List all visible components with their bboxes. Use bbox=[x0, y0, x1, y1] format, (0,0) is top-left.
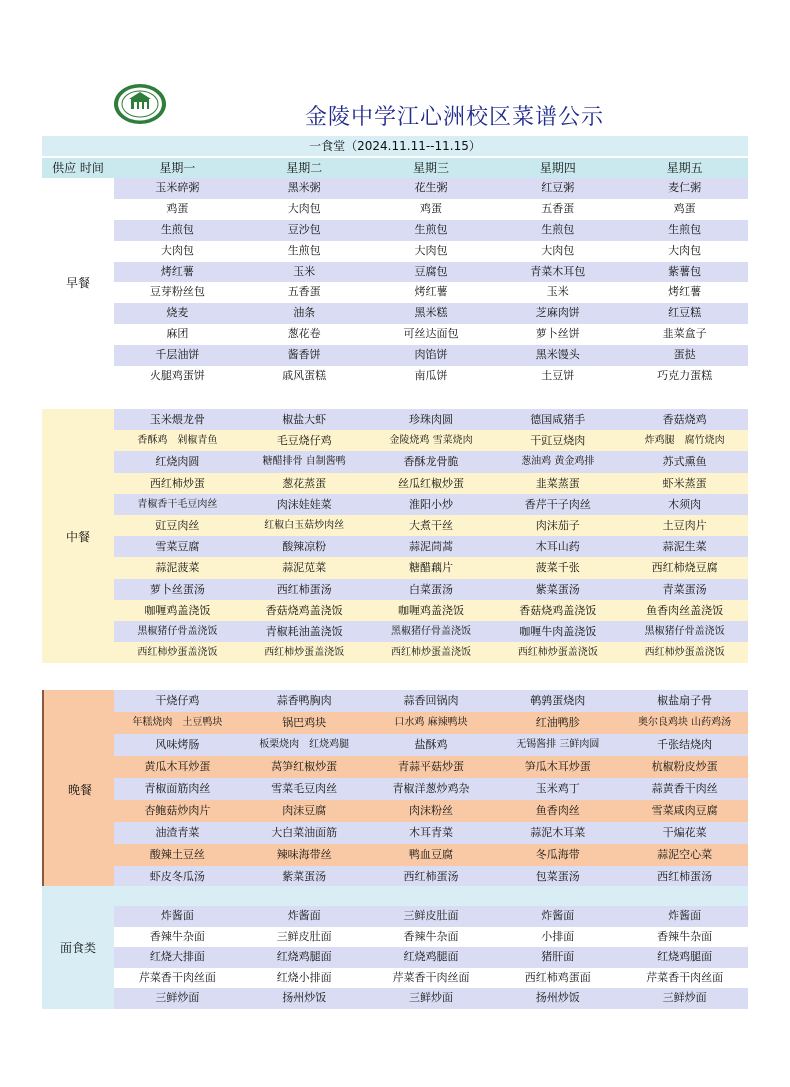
menu-cell: 玉米 bbox=[546, 285, 569, 299]
menu-cell: 葱油鸡 黄金鸡排 bbox=[521, 456, 595, 468]
menu-cell: 鱼香肉丝盖浇饭 bbox=[646, 603, 724, 617]
menu-cell: 鸡蛋 bbox=[419, 201, 442, 215]
menu-cell: 蒜泥苋菜 bbox=[282, 561, 327, 575]
menu-cell: 扬州炒饭 bbox=[282, 991, 327, 1005]
menu-cell: 西红柿炒蛋盖浇饭 bbox=[264, 647, 345, 659]
menu-cell: 酸辣凉粉 bbox=[282, 540, 327, 554]
menu-cell: 花生粥 bbox=[414, 181, 448, 194]
menu-cell: 香辣牛杂面 bbox=[403, 929, 459, 943]
menu-cell: 干豇豆烧肉 bbox=[530, 434, 586, 448]
menu-cell: 西红柿炒蛋盖浇饭 bbox=[390, 647, 471, 659]
menu-cell: 鸡蛋 bbox=[673, 201, 696, 215]
menu-cell: 虾皮冬瓜汤 bbox=[149, 870, 205, 883]
menu-cell: 青蒜平菇炒蛋 bbox=[397, 760, 464, 773]
menu-cell: 葱花蒸蛋 bbox=[282, 476, 327, 490]
menu-cell: 酸辣土豆丝 bbox=[149, 848, 205, 861]
header-day: 星期三 bbox=[412, 161, 449, 175]
menu-cell: 肉沫娃娃菜 bbox=[276, 497, 332, 511]
menu-cell: 烤红薯 bbox=[668, 285, 702, 299]
menu-cell: 蒜泥木耳菜 bbox=[530, 826, 586, 839]
menu-cell: 戚风蛋糕 bbox=[282, 369, 327, 383]
meal-label: 面食类 bbox=[42, 886, 114, 1009]
menu-cell: 芹菜香干肉丝面 bbox=[392, 970, 470, 984]
menu-cell: 土豆饼 bbox=[541, 369, 575, 383]
table-row bbox=[114, 947, 748, 968]
menu-cell: 风味烤肠 bbox=[155, 738, 200, 751]
table-row bbox=[114, 822, 748, 844]
menu-cell: 莴笋红椒炒蛋 bbox=[271, 760, 338, 773]
menu-cell: 火腿鸡蛋饼 bbox=[149, 369, 205, 383]
menu-cell: 香菇烧鸡 bbox=[662, 413, 707, 426]
header-day: 星期一 bbox=[159, 161, 196, 175]
menu-cell: 玉米 bbox=[293, 264, 316, 278]
meal-label: 晚餐 bbox=[42, 690, 116, 888]
menu-cell: 西红柿炒蛋盖浇饭 bbox=[644, 647, 725, 659]
menu-cell: 豆腐包 bbox=[414, 264, 448, 278]
menu-cell: 菠菜千张 bbox=[535, 561, 580, 575]
menu-cell: 淮阳小炒 bbox=[408, 497, 453, 511]
table-row bbox=[114, 473, 748, 494]
menu-cell: 红烧小排面 bbox=[276, 970, 332, 984]
table-row bbox=[114, 345, 748, 366]
menu-cell: 香菇烧鸡盖浇饭 bbox=[265, 603, 343, 617]
menu-cell: 年糕烧肉 土豆鸭块 bbox=[132, 717, 223, 728]
menu-cell: 西红柿蛋汤 bbox=[657, 870, 713, 883]
menu-cell: 炸酱面 bbox=[160, 909, 194, 922]
menu-cell: 西红柿蛋汤 bbox=[276, 582, 332, 596]
menu-cell: 五香蛋 bbox=[287, 285, 321, 299]
menu-cell: 黑米糕 bbox=[414, 306, 448, 320]
menu-cell: 青菜木耳包 bbox=[530, 264, 586, 278]
meal-section bbox=[42, 409, 748, 663]
table-row bbox=[114, 621, 748, 642]
menu-cell: 虾米蒸蛋 bbox=[662, 476, 707, 490]
canteen-subtitle: 一食堂（2024.11.11--11.15） bbox=[42, 136, 748, 156]
table-row bbox=[114, 690, 748, 712]
menu-cell: 毛豆烧仔鸡 bbox=[276, 434, 332, 448]
menu-cell: 蒜香鸭胸肉 bbox=[276, 694, 332, 707]
table-row bbox=[114, 324, 748, 345]
menu-cell: 板栗烧肉 红烧鸡腿 bbox=[259, 739, 350, 750]
menu-cell: 无锡酱排 三鲜肉圆 bbox=[516, 739, 600, 750]
menu-cell: 蒜黄香干肉丝 bbox=[651, 782, 718, 795]
menu-cell: 木耳山药 bbox=[535, 540, 580, 554]
menu-cell: 鱼香肉丝 bbox=[535, 804, 580, 817]
table-row bbox=[114, 220, 748, 241]
menu-cell: 红烧鸡腿面 bbox=[276, 950, 332, 964]
menu-cell: 青菜蛋汤 bbox=[662, 582, 707, 596]
menu-cell: 三鲜炒面 bbox=[662, 991, 707, 1005]
table-row bbox=[114, 968, 748, 989]
menu-cell: 蒜泥茼蒿 bbox=[408, 540, 453, 554]
menu-cell: 玉米煨龙骨 bbox=[149, 413, 205, 426]
menu-cell: 千张结烧肉 bbox=[657, 738, 713, 751]
menu-cell: 三鲜皮肚面 bbox=[403, 909, 459, 922]
menu-cell: 玉米鸡丁 bbox=[535, 782, 580, 795]
menu-cell: 笋瓜木耳炒蛋 bbox=[524, 760, 591, 773]
menu-cell: 南瓜饼 bbox=[414, 369, 448, 383]
menu-cell: 苏式熏鱼 bbox=[662, 455, 707, 469]
meal-label: 中餐 bbox=[42, 409, 114, 663]
menu-cell: 丝瓜红椒炒蛋 bbox=[397, 476, 464, 490]
table-row bbox=[114, 579, 748, 600]
table-row bbox=[114, 734, 748, 756]
table-row bbox=[114, 800, 748, 822]
menu-cell: 鹌鹑蛋烧肉 bbox=[530, 694, 586, 707]
menu-cell: 三鲜炒面 bbox=[408, 991, 453, 1005]
menu-cell: 椒盐大虾 bbox=[282, 413, 327, 426]
menu-cell: 金陵烧鸡 雪菜烧肉 bbox=[389, 435, 473, 447]
table-row bbox=[114, 199, 748, 220]
menu-cell: 黑米馒头 bbox=[535, 348, 580, 362]
menu-cell: 可丝达面包 bbox=[403, 327, 459, 341]
menu-cell: 雪菜毛豆肉丝 bbox=[271, 782, 338, 795]
meal-section bbox=[42, 886, 748, 1009]
menu-cell: 芹菜香干肉丝面 bbox=[138, 970, 216, 984]
menu-cell: 肉馅饼 bbox=[414, 348, 448, 362]
header-day: 星期四 bbox=[539, 161, 576, 175]
table-header bbox=[42, 158, 748, 178]
table-row bbox=[114, 241, 748, 262]
menu-cell: 红豆糕 bbox=[668, 306, 702, 320]
menu-cell: 红椒白玉菇炒肉丝 bbox=[264, 519, 345, 531]
menu-cell: 炸酱面 bbox=[541, 909, 575, 922]
menu-cell: 口水鸡 麻辣鸭块 bbox=[394, 717, 468, 728]
table-row bbox=[114, 409, 748, 430]
menu-cell: 烧麦 bbox=[166, 306, 189, 320]
menu-cell: 白菜蛋汤 bbox=[408, 582, 453, 596]
menu-cell: 麦仁粥 bbox=[668, 181, 702, 194]
header-label: 供应 时间 bbox=[52, 161, 104, 175]
table-row bbox=[114, 536, 748, 557]
menu-cell: 炸酱面 bbox=[668, 909, 702, 922]
menu-cell: 韭菜蒸蛋 bbox=[535, 476, 580, 490]
menu-cell: 西红柿炒蛋盖浇饭 bbox=[517, 647, 598, 659]
menu-cell: 大白菜油面筋 bbox=[271, 826, 338, 839]
table-row bbox=[114, 756, 748, 778]
menu-cell: 三鲜皮肚面 bbox=[276, 929, 332, 943]
menu-cell: 红豆粥 bbox=[541, 181, 575, 194]
menu-cell: 奥尔良鸡块 山药鸡汤 bbox=[637, 717, 732, 728]
menu-cell: 蒜香回锅肉 bbox=[403, 694, 459, 707]
menu-cell: 香菇烧鸡盖浇饭 bbox=[519, 603, 597, 617]
menu-cell: 芝麻肉饼 bbox=[535, 306, 580, 320]
menu-cell: 西红柿鸡蛋面 bbox=[524, 970, 591, 984]
table-row bbox=[114, 906, 748, 927]
header-day: 星期二 bbox=[286, 161, 323, 175]
table-row bbox=[114, 600, 748, 621]
menu-cell: 豇豆肉丝 bbox=[155, 518, 200, 532]
menu-cell: 大肉包 bbox=[414, 243, 448, 257]
menu-cell: 木须肉 bbox=[668, 497, 702, 511]
menu-cell: 包菜蛋汤 bbox=[535, 870, 580, 883]
menu-cell: 千层油饼 bbox=[155, 348, 200, 362]
menu-cell: 紫菜蛋汤 bbox=[282, 870, 327, 883]
menu-cell: 香辣牛杂面 bbox=[657, 929, 713, 943]
table-row bbox=[114, 557, 748, 578]
menu-cell: 黑椒猪仔骨盖浇饭 bbox=[137, 625, 218, 637]
menu-cell: 肉沫豆腐 bbox=[282, 804, 327, 817]
meal-section bbox=[42, 178, 748, 387]
menu-cell: 生煎包 bbox=[414, 222, 448, 236]
menu-cell: 杭椒粉皮炒蛋 bbox=[651, 760, 718, 773]
menu-cell: 鸡蛋 bbox=[166, 201, 189, 215]
menu-cell: 干烧仔鸡 bbox=[155, 694, 200, 707]
page-title: 金陵中学江心洲校区菜谱公示 bbox=[305, 105, 605, 130]
table-row bbox=[114, 494, 748, 515]
table-row bbox=[114, 430, 748, 451]
menu-cell: 青椒面筋肉丝 bbox=[144, 782, 211, 795]
menu-cell: 珍珠肉圆 bbox=[408, 413, 453, 426]
menu-cell: 猪肝面 bbox=[541, 950, 575, 964]
table-row bbox=[114, 303, 748, 324]
menu-cell: 咖喱牛肉盖浇饭 bbox=[519, 624, 597, 638]
menu-cell: 雪菜豆腐 bbox=[155, 540, 200, 554]
menu-cell: 香酥鸡 剁椒青鱼 bbox=[137, 435, 218, 447]
table-row bbox=[114, 262, 748, 283]
menu-cell: 黄瓜木耳炒蛋 bbox=[144, 760, 211, 773]
menu-cell: 香芹干子肉丝 bbox=[524, 497, 591, 511]
menu-cell: 烤红薯 bbox=[160, 264, 194, 278]
menu-cell: 豆沙包 bbox=[287, 222, 321, 236]
menu-cell: 大肉包 bbox=[541, 243, 575, 257]
menu-cell: 青椒耗油盖浇饭 bbox=[265, 624, 343, 638]
menu-cell: 红烧鸡腿面 bbox=[403, 950, 459, 964]
menu-cell: 酱香饼 bbox=[287, 348, 321, 362]
table-row bbox=[114, 927, 748, 948]
menu-cell: 蒜泥菠菜 bbox=[155, 561, 200, 575]
menu-cell: 西红柿烧豆腐 bbox=[651, 561, 718, 575]
menu-cell: 三鲜炒面 bbox=[155, 991, 200, 1005]
header-day: 星期五 bbox=[666, 161, 703, 175]
menu-cell: 麻团 bbox=[166, 327, 189, 341]
menu-cell: 萝卜丝饼 bbox=[535, 327, 580, 341]
table-row bbox=[114, 642, 748, 663]
menu-cell: 椒盐扇子骨 bbox=[657, 694, 713, 707]
menu-cell: 生煎包 bbox=[160, 222, 194, 236]
table-row bbox=[114, 282, 748, 303]
menu-cell: 蒜泥生菜 bbox=[662, 540, 707, 554]
table-row bbox=[114, 712, 748, 734]
school-logo bbox=[112, 82, 168, 126]
menu-cell: 大煮干丝 bbox=[408, 518, 453, 532]
menu-cell: 紫菜蛋汤 bbox=[535, 582, 580, 596]
menu-cell: 香辣牛杂面 bbox=[149, 929, 205, 943]
meal-label: 早餐 bbox=[42, 178, 114, 387]
table-row bbox=[114, 778, 748, 800]
menu-cell: 油条 bbox=[293, 306, 316, 320]
menu-cell: 辣味海带丝 bbox=[276, 848, 332, 861]
menu-cell: 生煎包 bbox=[541, 222, 575, 236]
menu-cell: 德国咸猪手 bbox=[530, 413, 586, 426]
table-row bbox=[114, 178, 748, 199]
menu-cell: 肉沫茄子 bbox=[535, 518, 580, 532]
menu-cell: 红烧大排面 bbox=[149, 950, 205, 964]
menu-cell: 锅巴鸡块 bbox=[282, 716, 327, 729]
menu-cell: 西红柿炒蛋 bbox=[149, 476, 205, 490]
menu-cell: 糖醋排骨 自制酱鸭 bbox=[262, 456, 346, 468]
table-row bbox=[114, 844, 748, 866]
menu-cell: 西红柿蛋汤 bbox=[403, 870, 459, 883]
menu-cell: 大肉包 bbox=[160, 243, 194, 257]
menu-cell: 雪菜咸肉豆腐 bbox=[651, 804, 718, 817]
menu-cell: 西红柿炒蛋盖浇饭 bbox=[137, 647, 218, 659]
menu-cell: 黑椒猪仔骨盖浇饭 bbox=[644, 625, 725, 637]
menu-cell: 木耳青菜 bbox=[408, 826, 453, 839]
menu-cell: 扬州炒饭 bbox=[535, 991, 580, 1005]
menu-cell: 蒜泥空心菜 bbox=[657, 848, 713, 861]
menu-cell: 干煸花菜 bbox=[662, 826, 707, 839]
table-row bbox=[114, 451, 748, 472]
menu-cell: 韭菜盒子 bbox=[662, 327, 707, 341]
menu-cell: 生煎包 bbox=[668, 222, 702, 236]
menu-cell: 蛋挞 bbox=[673, 348, 696, 362]
menu-cell: 青椒洋葱炒鸡杂 bbox=[392, 782, 470, 795]
menu-cell: 青椒香干毛豆肉丝 bbox=[137, 498, 218, 510]
menu-cell: 黑米粥 bbox=[287, 181, 321, 194]
menu-cell: 小排面 bbox=[541, 929, 575, 943]
menu-cell: 鸭血豆腐 bbox=[408, 848, 453, 861]
menu-cell: 红烧鸡腿面 bbox=[657, 950, 713, 964]
menu-cell: 生煎包 bbox=[287, 243, 321, 257]
menu-cell: 炸酱面 bbox=[287, 909, 321, 922]
menu-cell: 冬瓜海带 bbox=[535, 848, 580, 861]
menu-cell: 萝卜丝蛋汤 bbox=[149, 582, 205, 596]
menu-cell: 香酥龙骨脆 bbox=[403, 455, 459, 469]
menu-cell: 芹菜香干肉丝面 bbox=[646, 970, 724, 984]
table-row bbox=[114, 988, 748, 1009]
menu-cell: 大肉包 bbox=[668, 243, 702, 257]
menu-cell: 大肉包 bbox=[287, 201, 321, 215]
menu-cell: 油渣青菜 bbox=[155, 826, 200, 839]
menu-cell: 炸鸡腿 腐竹烧肉 bbox=[644, 435, 725, 447]
menu-cell: 五香蛋 bbox=[541, 201, 575, 215]
menu-cell: 红烧肉圆 bbox=[155, 455, 200, 469]
meal-section bbox=[42, 690, 748, 888]
menu-cell: 杏鲍菇炒肉片 bbox=[144, 804, 211, 817]
spacer-row bbox=[114, 886, 748, 906]
menu-cell: 土豆肉片 bbox=[662, 518, 707, 532]
menu-cell: 紫薯包 bbox=[668, 264, 702, 278]
menu-cell: 黑椒猪仔骨盖浇饭 bbox=[390, 625, 471, 637]
menu-cell: 咖喱鸡盖浇饭 bbox=[144, 603, 211, 617]
menu-cell: 烤红薯 bbox=[414, 285, 448, 299]
menu-cell: 咖喱鸡盖浇饭 bbox=[397, 603, 464, 617]
menu-cell: 盐酥鸡 bbox=[414, 738, 448, 751]
menu-cell: 豆芽粉丝包 bbox=[149, 285, 205, 299]
menu-cell: 巧克力蛋糕 bbox=[657, 369, 713, 383]
table-row bbox=[114, 366, 748, 387]
menu-cell: 肉沫粉丝 bbox=[408, 804, 453, 817]
menu-cell: 葱花卷 bbox=[287, 327, 321, 341]
table-row bbox=[114, 866, 748, 888]
menu-cell: 红油鸭胗 bbox=[535, 716, 580, 729]
menu-cell: 糖醋藕片 bbox=[408, 561, 453, 575]
menu-cell: 玉米碎粥 bbox=[155, 181, 200, 194]
table-row bbox=[114, 515, 748, 536]
